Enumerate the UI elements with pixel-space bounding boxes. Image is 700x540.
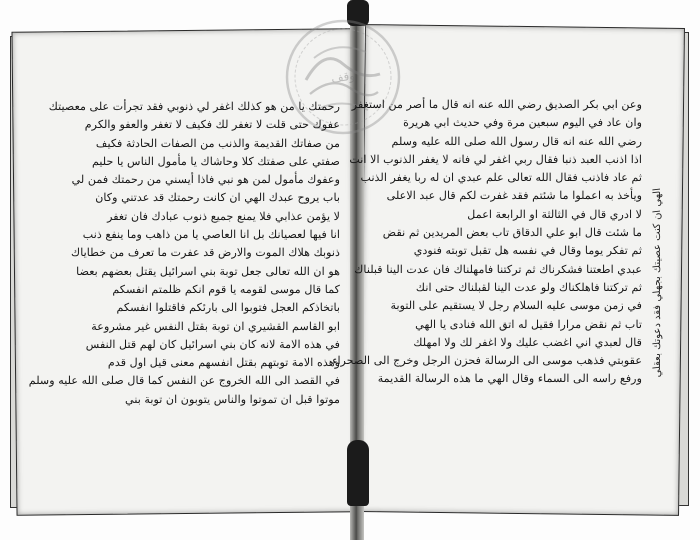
left-page-line: ابو القاسم القشيري ان توبة بقتل النفس غير مشروعة: [91, 319, 340, 333]
right-page-line: وان عاد في اليوم سبعين مرة وفي حديث ابي هريرة: [403, 116, 642, 130]
right-page-line: ثم عاد فاذنب فقال الله تعالى علم عبدي ان له ربا يغفر الذنب: [360, 171, 642, 185]
right-page-line: ويأخذ به اعملوا ما شئتم فقد غفرت لكم قال عبد الاعلى: [386, 189, 642, 203]
left-page-line: كما قال موسى لقومه يا قوم انكم ظلمتم انفسكم: [112, 282, 340, 296]
gutter-stain-bottom: [347, 440, 369, 506]
right-page-line: عقوبتي فذهب موسى الى الرسالة فحزن الرجل وخرج الى الصحراء: [332, 354, 642, 368]
seal-inscription: وقف: [330, 68, 356, 86]
left-page-line: صفتي على صفتك كلا وحاشاك يا مأمول الناس يا حليم: [91, 154, 340, 168]
left-page-line: هو ان الله تعالى جعل توبة بني اسرائيل يقتل بعضهم بعضا: [76, 264, 340, 278]
left-page-line: في القصد الى الله الخروج عن النفس كما قال صلى الله عليه وسلم: [28, 374, 340, 388]
margin-note: الهي ان كنت عصيتك بجهلي فقد دعوتك بعقلي: [652, 187, 663, 379]
left-page-text: [28, 98, 340, 409]
left-page-line: رحمتك يا من هو كذلك اغفر لي ذنوبي فقد تجرأت على معصيتك: [48, 100, 340, 113]
right-page-line: عبدي اطعتنا فشكرناك ثم تركتنا فامهلناك فان عدت الينا قبلناك: [354, 262, 642, 276]
right-page-line: قال لعبدي اني اغضب عليك ولا اغفر لك ولا امهلك: [413, 335, 642, 349]
left-page-line: انا فيها لعصيانك بل انا العاصي يا من ذاهب وما ينفع ذنب: [82, 228, 340, 242]
left-page-line: وهذه الامة توبتهم بقتل انفسهم معنى قيل اول قدم: [107, 356, 340, 370]
right-page-line: تاب ثم نقض مرارا فقيل له اتق الله فنادى يا الهي: [415, 317, 642, 331]
left-page-line: باتخاذكم العجل فتوبوا الى بارئكم فاقتلوا انفسكم: [116, 301, 340, 315]
right-page-line: ما شئت قال ابو علي الدقاق تاب بعض المريدين ثم نقض: [382, 226, 642, 240]
right-page-text: [332, 96, 642, 389]
left-page-line: ذنوبك هلاك الموت والارض قد عفرت ما تعرف من خطاياك: [70, 246, 340, 260]
right-page-line: في زمن موسى عليه السلام رجل لا يستقيم على التوبة: [390, 299, 642, 313]
right-page-line: لا ادري قال في الثالثة او الرابعة اعمل: [467, 207, 642, 221]
right-page-line: ثم تفكر يوما وقال في نفسه هل تقبل توبته فنودي: [413, 244, 642, 258]
right-page-line: رضي الله عنه انه قال رسول الله صلى الله عليه وسلم: [391, 134, 642, 148]
left-page-line: في هذه الامة لانه كان بني اسرائيل كان لهم قتل النفس: [85, 337, 340, 351]
left-page-line: وعفوك مأمول لمن هو نبي فاذا أيسني من رحمتك فمن لي: [71, 173, 340, 187]
left-page-line: موتوا قبل ان تموتوا والناس يتوبون ان توبة بني: [125, 392, 340, 406]
right-page-line: وعن ابي بكر الصديق رضي الله عنه انه قال ما أصر من استغفر: [351, 98, 642, 111]
right-page-line: ثم تركتنا فاهلكناك ولو عدت الينا لقبلناك حتى انك: [415, 280, 642, 294]
left-page-line: باب يروح عبدك الهي ان كانت رحمتك قد عدتني وكان: [95, 191, 340, 205]
left-page-line: من صفاتك القديمة والذنب من الصفات الحادثة فكيف: [95, 136, 340, 150]
right-page-line: اذا اذنب العبد ذنبا فقال ربي اغفر لي فانه لا يغفر الذنوب الا انت: [349, 152, 642, 166]
left-page-line: لا يؤمن عذابي فلا يمنع جميع ذنوب عبادك فان تغفر: [107, 209, 340, 223]
right-page-line: ورفع راسه الى السماء وقال الهي ما هذه الرسالة القديمة: [377, 372, 642, 386]
left-page-line: عفوك حتى قلت لا تغفر لك فكيف لا تغفر والعفو والكرم: [84, 118, 340, 132]
